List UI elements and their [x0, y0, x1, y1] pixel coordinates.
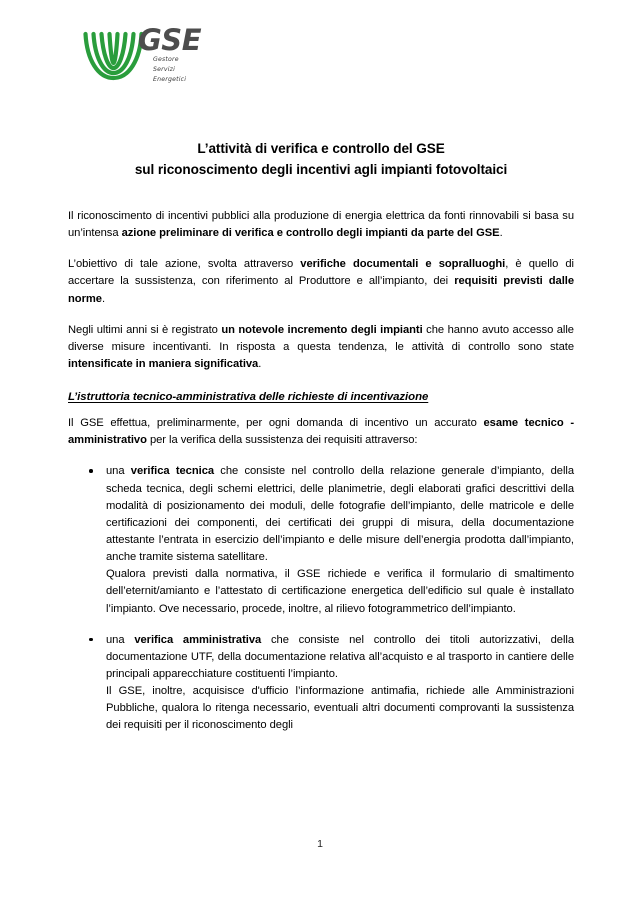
paragraph-1 [68, 208, 574, 242]
gse-logo [82, 23, 292, 88]
list-item [68, 632, 574, 735]
paragraph-2-text-c: , è quello di accertare la sussistenza, con riferimento al Produttore e all’impianto, dei [68, 258, 574, 288]
gse-wordmark: GSE [138, 23, 201, 57]
paragraph-2-emphasis-2: requisiti previsti dalle norme [68, 275, 574, 305]
paragraph-1-text-a: Il riconoscimento di incentivi pubblici alla produzione di energia elettrica da fonti rinnovabili si basa su un’intensa [68, 210, 574, 240]
gse-tagline-line-3: Energetici [153, 76, 187, 84]
section-intro-text-a: Il GSE effettua, preliminarmente, per ogni domanda di incentivo un accurato [68, 417, 484, 430]
paragraph-3-text-c: che hanno avuto accesso alle diverse misure incentivanti. In risposta a questa tendenza, le attività di controllo sono state [68, 323, 574, 353]
list-item-text-c: che consiste nel controllo della relazione generale d’impianto, della scheda tecnica, degli schemi elettrici, delle planimetrie, degli elaborati grafici descrittivi della modalità di posizionamento dei moduli, delle fotografie dell’impianto, delle matricole e delle certificazioni dei componenti, dei certificati dei gruppi di misura, della documentazione attestante l’entrata in esercizio dell’impianto e delle misure dell’energia prodotta dall’impianto, anche tramite sistema satellitare. [106, 465, 574, 564]
paragraph-2-text-e: . [101, 292, 106, 305]
list-item-text-a: una [106, 465, 131, 478]
gse-tagline-line-1: Gestore [153, 56, 179, 63]
bullet-dot-icon [89, 469, 93, 473]
page-title-line-2: sul riconoscimento degli incentivi agli impianti fotovoltaici [134, 162, 508, 178]
list-item-text-a: una [106, 633, 135, 646]
gse-tagline-line-2: Servizi [153, 66, 176, 74]
bullet-dot-icon [89, 638, 93, 642]
paragraph-1-text-c: . [499, 227, 503, 240]
paragraph-2-emphasis-1: verifiche documentali e sopralluoghi [300, 258, 506, 271]
paragraph-3-emphasis-2: intensificate in maniera significativa [68, 357, 259, 370]
page-title [68, 138, 574, 180]
list-item-text-c: che consiste nel controllo dei titoli autorizzativi, della documentazione UTF, della documentazione relativa all’acquisto e al trasporto in cantiere delle principali apparecchiature costituenti l’impianto. [106, 633, 574, 680]
page-title-line-1: L’attività di verifica e controllo del GSE [197, 141, 445, 156]
gse-tagline [153, 55, 186, 85]
list-item-extra-paragraph: Qualora previsti dalla normativa, il GSE richiede e verifica il formulario di smaltimento dell’eternit/amianto e l’attestato di certificazione energetica dell’edificio sul quale è installato l’impianto. Ove necessario, procede, inoltre, al rilievo fotogrammetrico dell’impianto. [106, 568, 574, 615]
paragraph-2 [68, 256, 574, 307]
paragraph-3-emphasis-1: un notevole incremento degli impianti [221, 323, 423, 336]
list-item-emphasis: verifica tecnica [130, 465, 215, 478]
paragraph-3 [68, 322, 574, 373]
list-item-extra-paragraph: Il GSE, inoltre, acquisisce d'ufficio l’informazione antimafia, richiede alle Amministrazioni Pubbliche, qualora lo ritenga necessario, eventuali altri documenti comprovanti la sussistenza dei requisiti per il riconoscimento degli [106, 685, 574, 732]
paragraph-2-text-a: L’obiettivo di tale azione, svolta attraverso [68, 258, 301, 271]
page-number: 1 [317, 838, 323, 850]
paragraph-3-text-a: Negli ultimi anni si è registrato [68, 323, 222, 336]
section-intro-text-c: per la verifica della sussistenza dei requisiti attraverso: [146, 434, 418, 447]
document-body [68, 208, 574, 735]
section-intro-paragraph [68, 415, 574, 449]
list-item-emphasis: verifica amministrativa [134, 633, 262, 646]
verification-list [68, 463, 574, 734]
paragraph-3-text-e: . [258, 357, 262, 370]
paragraph-1-emphasis: azione preliminare di verifica e controllo degli impianti da parte del GSE [121, 227, 500, 240]
section-intro-emphasis: esame tecnico - amministrativo [68, 417, 574, 447]
section-heading: L’istruttoria tecnico-amministrativa delle richieste di incentivazione [68, 391, 429, 404]
list-item [68, 463, 574, 617]
